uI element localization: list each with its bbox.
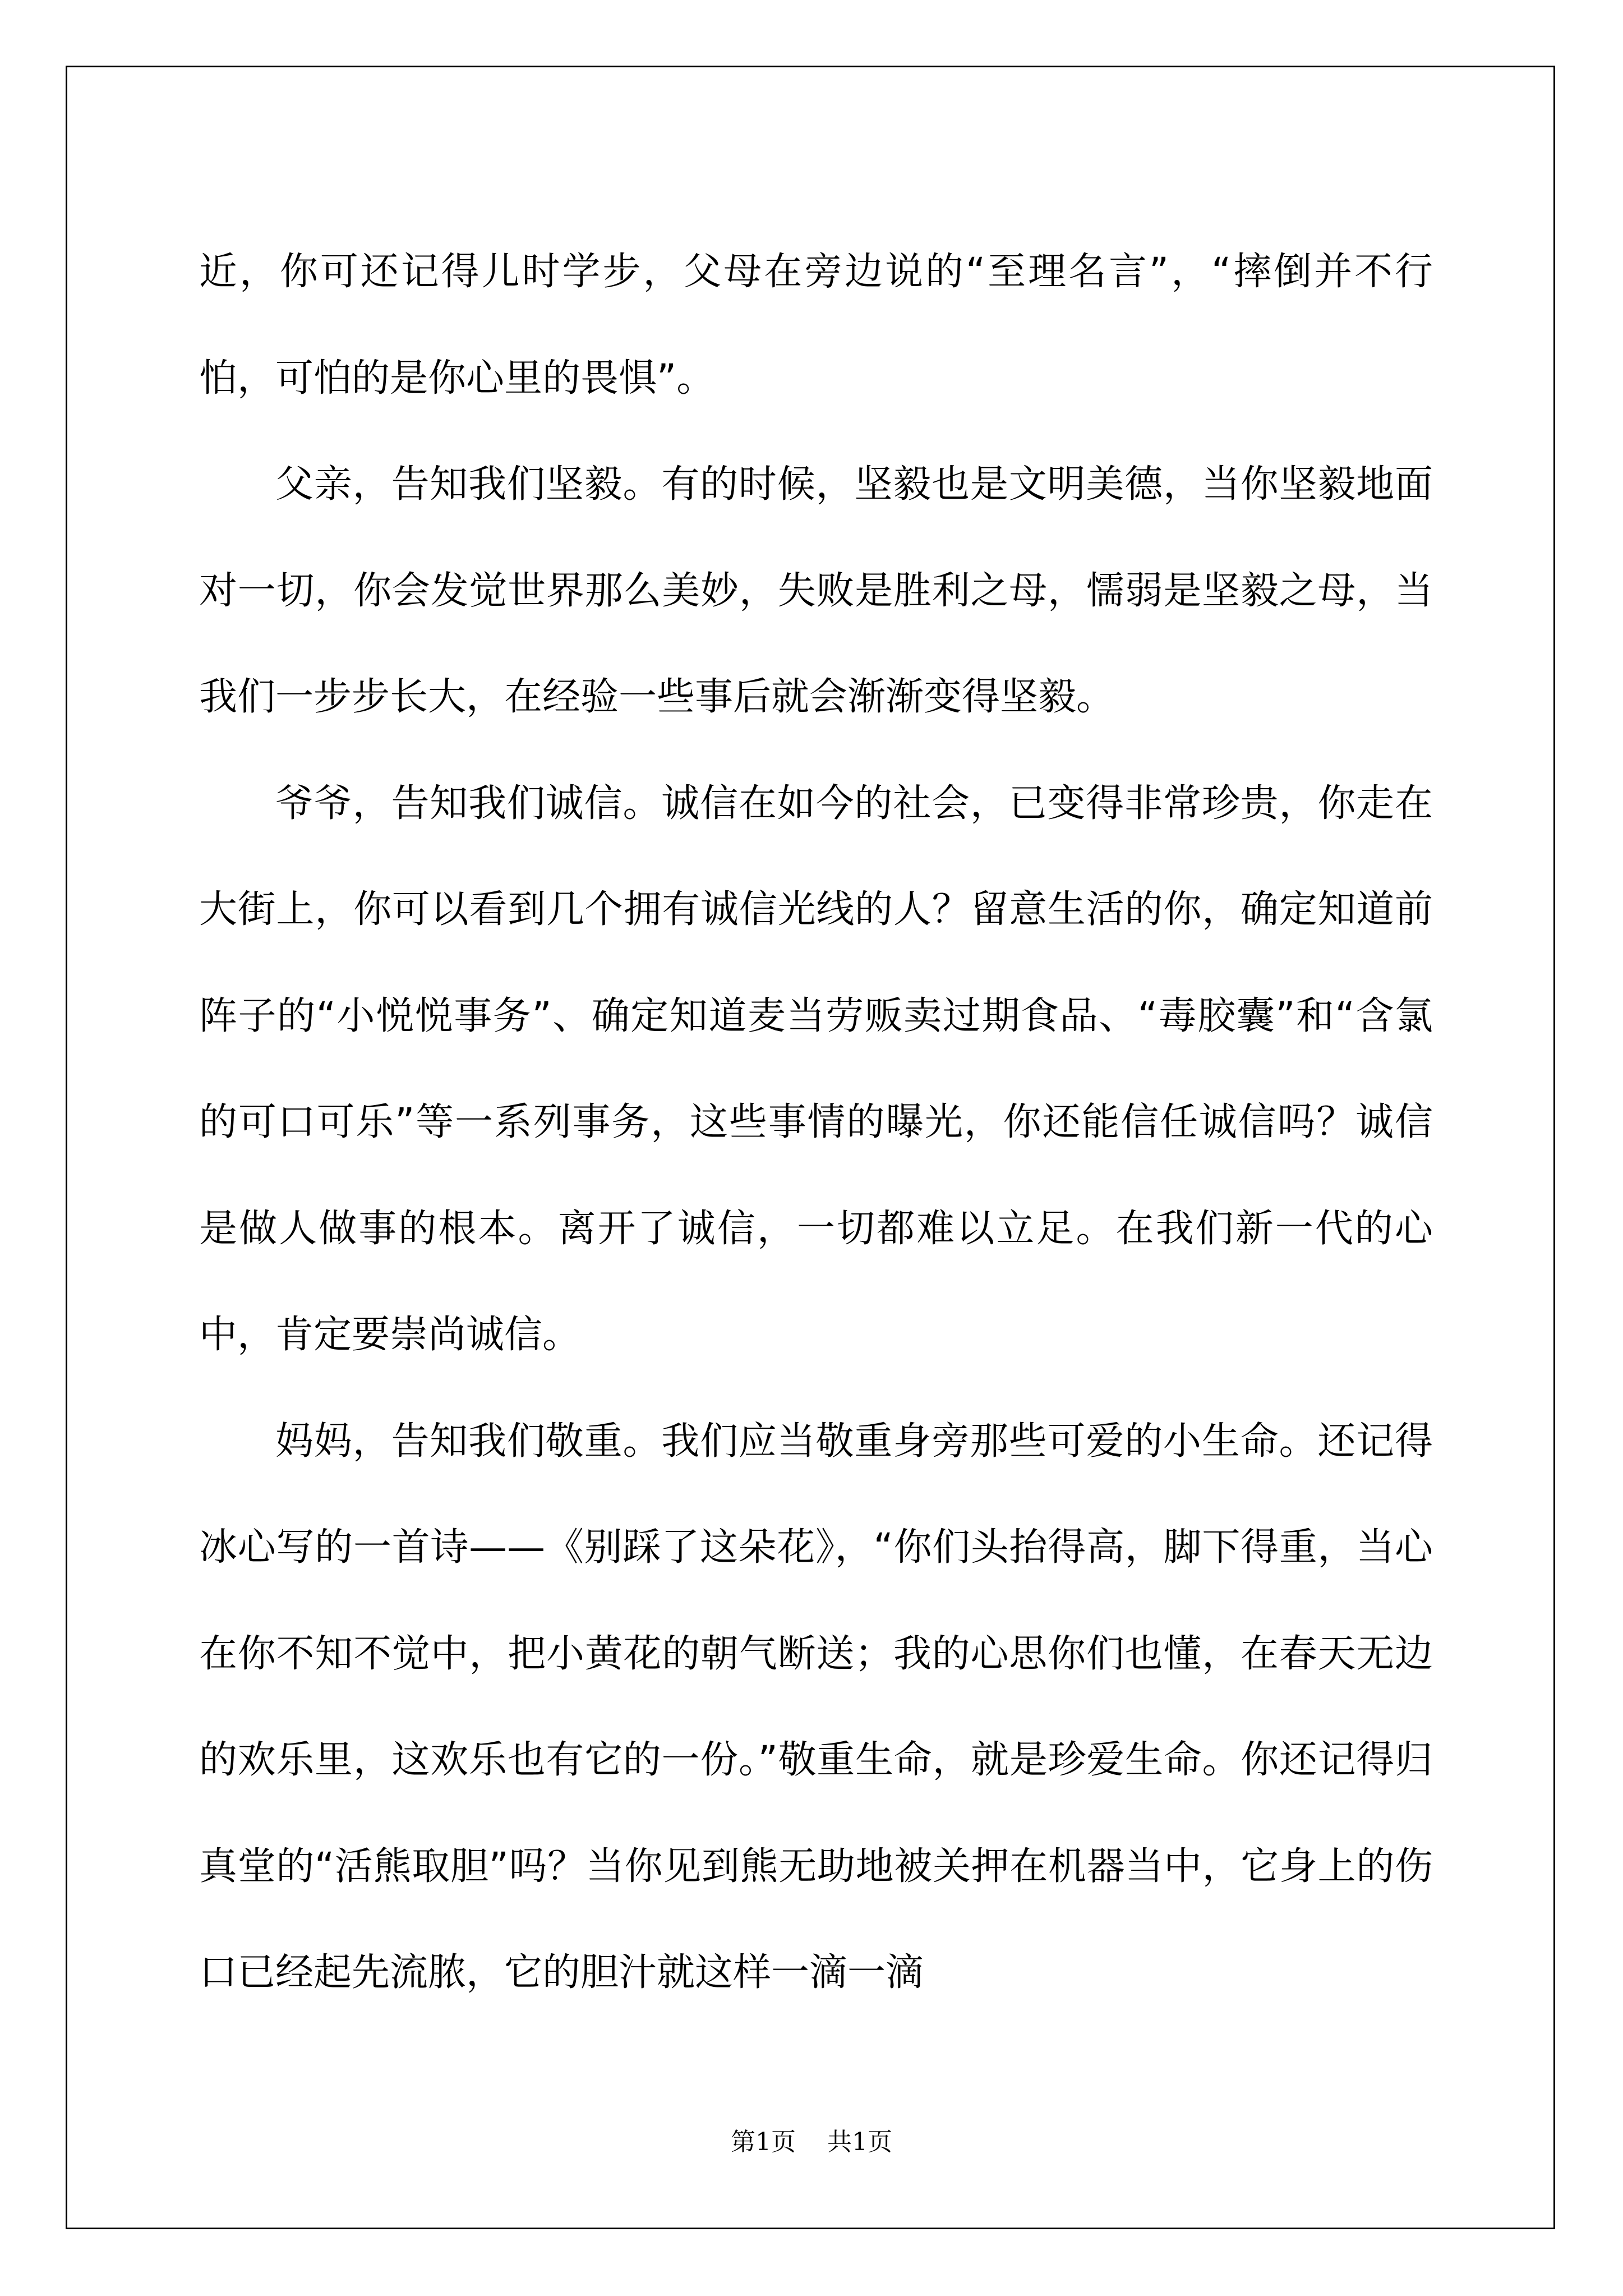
- paragraph-1: 近，你可还记得儿时学步，父母在旁边说的“至理名言”，“摔倒并不行怕，可怕的是你心里的畏惧”。: [199, 250, 1433, 401]
- paragraph-4: 妈妈，告知我们敬重。我们应当敬重身旁那些可爱的小生命。还记得冰心写的一首诗——《别踩了这朵花》，“你们头抬得高，脚下得重，当心在你不知不觉中，把小黄花的朝气断送；我的心思你们也懂，在春天无边的欢乐里，这欢乐也有它的一份。”敬重生命，就是珍爱生命。你还记得归真堂的“活熊取胆”吗？当你见到熊无助地被关押在机器当中，它身上的伤口已经起先流脓，它的胆汁就这样一滴一滴: [199, 1419, 1433, 1995]
- document-body: [199, 219, 1433, 2026]
- page-number-footer: 第1页 共1页: [731, 2128, 892, 2156]
- paragraph-2: 父亲，告知我们坚毅。有的时候，坚毅也是文明美德，当你坚毅地面对一切，你会发觉世界那么美妙，失败是胜利之母，懦弱是坚毅之母，当我们一步步长大，在经验一些事后就会渐渐变得坚毅。: [199, 462, 1433, 719]
- paragraph-3: 爷爷，告知我们诚信。诚信在如今的社会，已变得非常珍贵，你走在大街上，你可以看到几个拥有诚信光线的人？留意生活的你，确定知道前阵子的“小悦悦事务”、确定知道麦当劳贩卖过期食品、“毒胶囊”和“含氯的可口可乐”等一系列事务，这些事情的曝光，你还能信任诚信吗？诚信是做人做事的根本。离开了诚信，一切都难以立足。在我们新一代的心中，肯定要崇尚诚信。: [199, 781, 1433, 1357]
